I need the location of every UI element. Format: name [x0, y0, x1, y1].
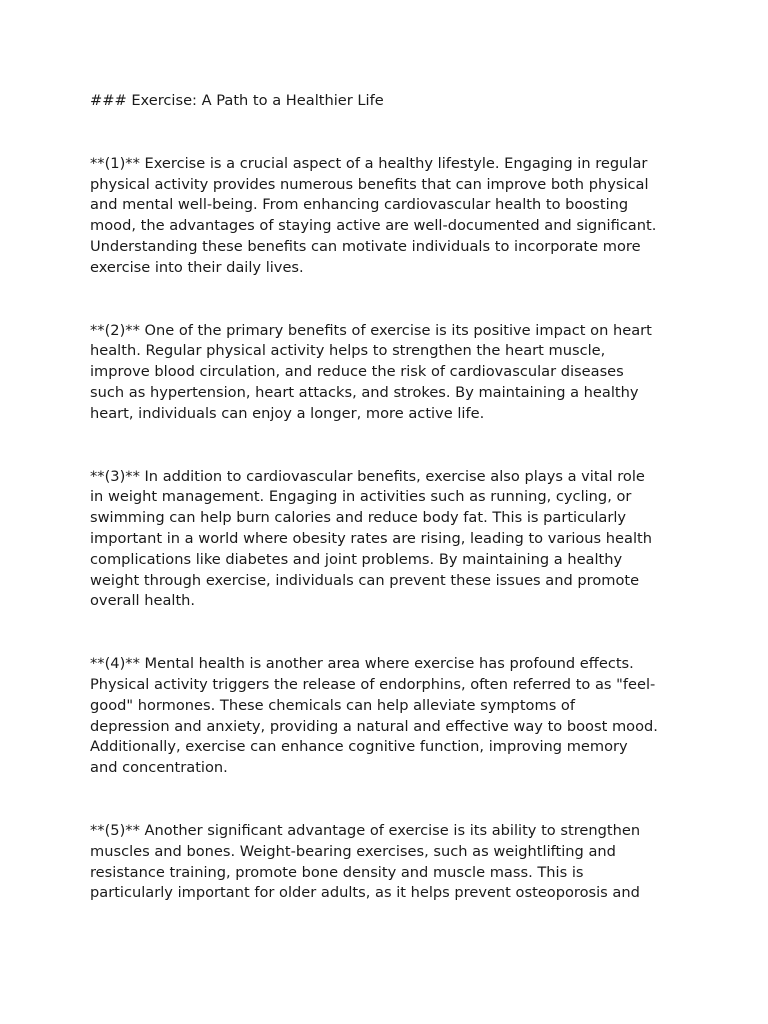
paragraph-1: **(1)** Exercise is a crucial aspect of a healthy lifestyle. Engaging in regular physical activity provides numerous benefits that can improve both physical and mental well-being. From enhancing cardiovascular health to boosting mood, the advantages of staying active are well-documented and significant. Understanding these benefits can motivate individuals to incorporate more exercise into their daily lives. [90, 154, 657, 276]
paragraph-3: **(3)** In addition to cardiovascular benefits, exercise also plays a vital role in weight management. Engaging in activities such as running, cycling, or swimming can help burn calories and reduce body fat. This is particularly important in a world where obesity rates are rising, leading to various health complications like diabetes and joint problems. By maintaining a healthy weight through exercise, individuals can prevent these issues and promote overall health. [90, 467, 652, 610]
document-page [90, 91, 690, 946]
document-heading: ### Exercise: A Path to a Healthier Life [90, 92, 384, 109]
paragraph-2: **(2)** One of the primary benefits of exercise is its positive impact on heart health. Regular physical activity helps to strengthen the heart muscle, improve blood circulation, and reduce the risk of cardiovascular diseases such as hypertension, heart attacks, and strokes. By maintaining a healthy heart, individuals can enjoy a longer, more active life. [90, 321, 652, 422]
paragraph-4: **(4)** Mental health is another area where exercise has profound effects. Physical activity triggers the release of endorphins, often referred to as "feel- good" hormones. These chemicals can help alleviate symptoms of depression and anxiety, providing a natural and effective way to boost mood. Additionally, exercise can enhance cognitive function, improving memory and concentration. [90, 655, 658, 777]
paragraph-5: **(5)** Another significant advantage of exercise is its ability to strengthen muscles and bones. Weight-bearing exercises, such as weightlifting and resistance training, promote bone density and muscle mass. This is particularly important for older adults, as it helps prevent osteoporosis and [90, 821, 641, 902]
